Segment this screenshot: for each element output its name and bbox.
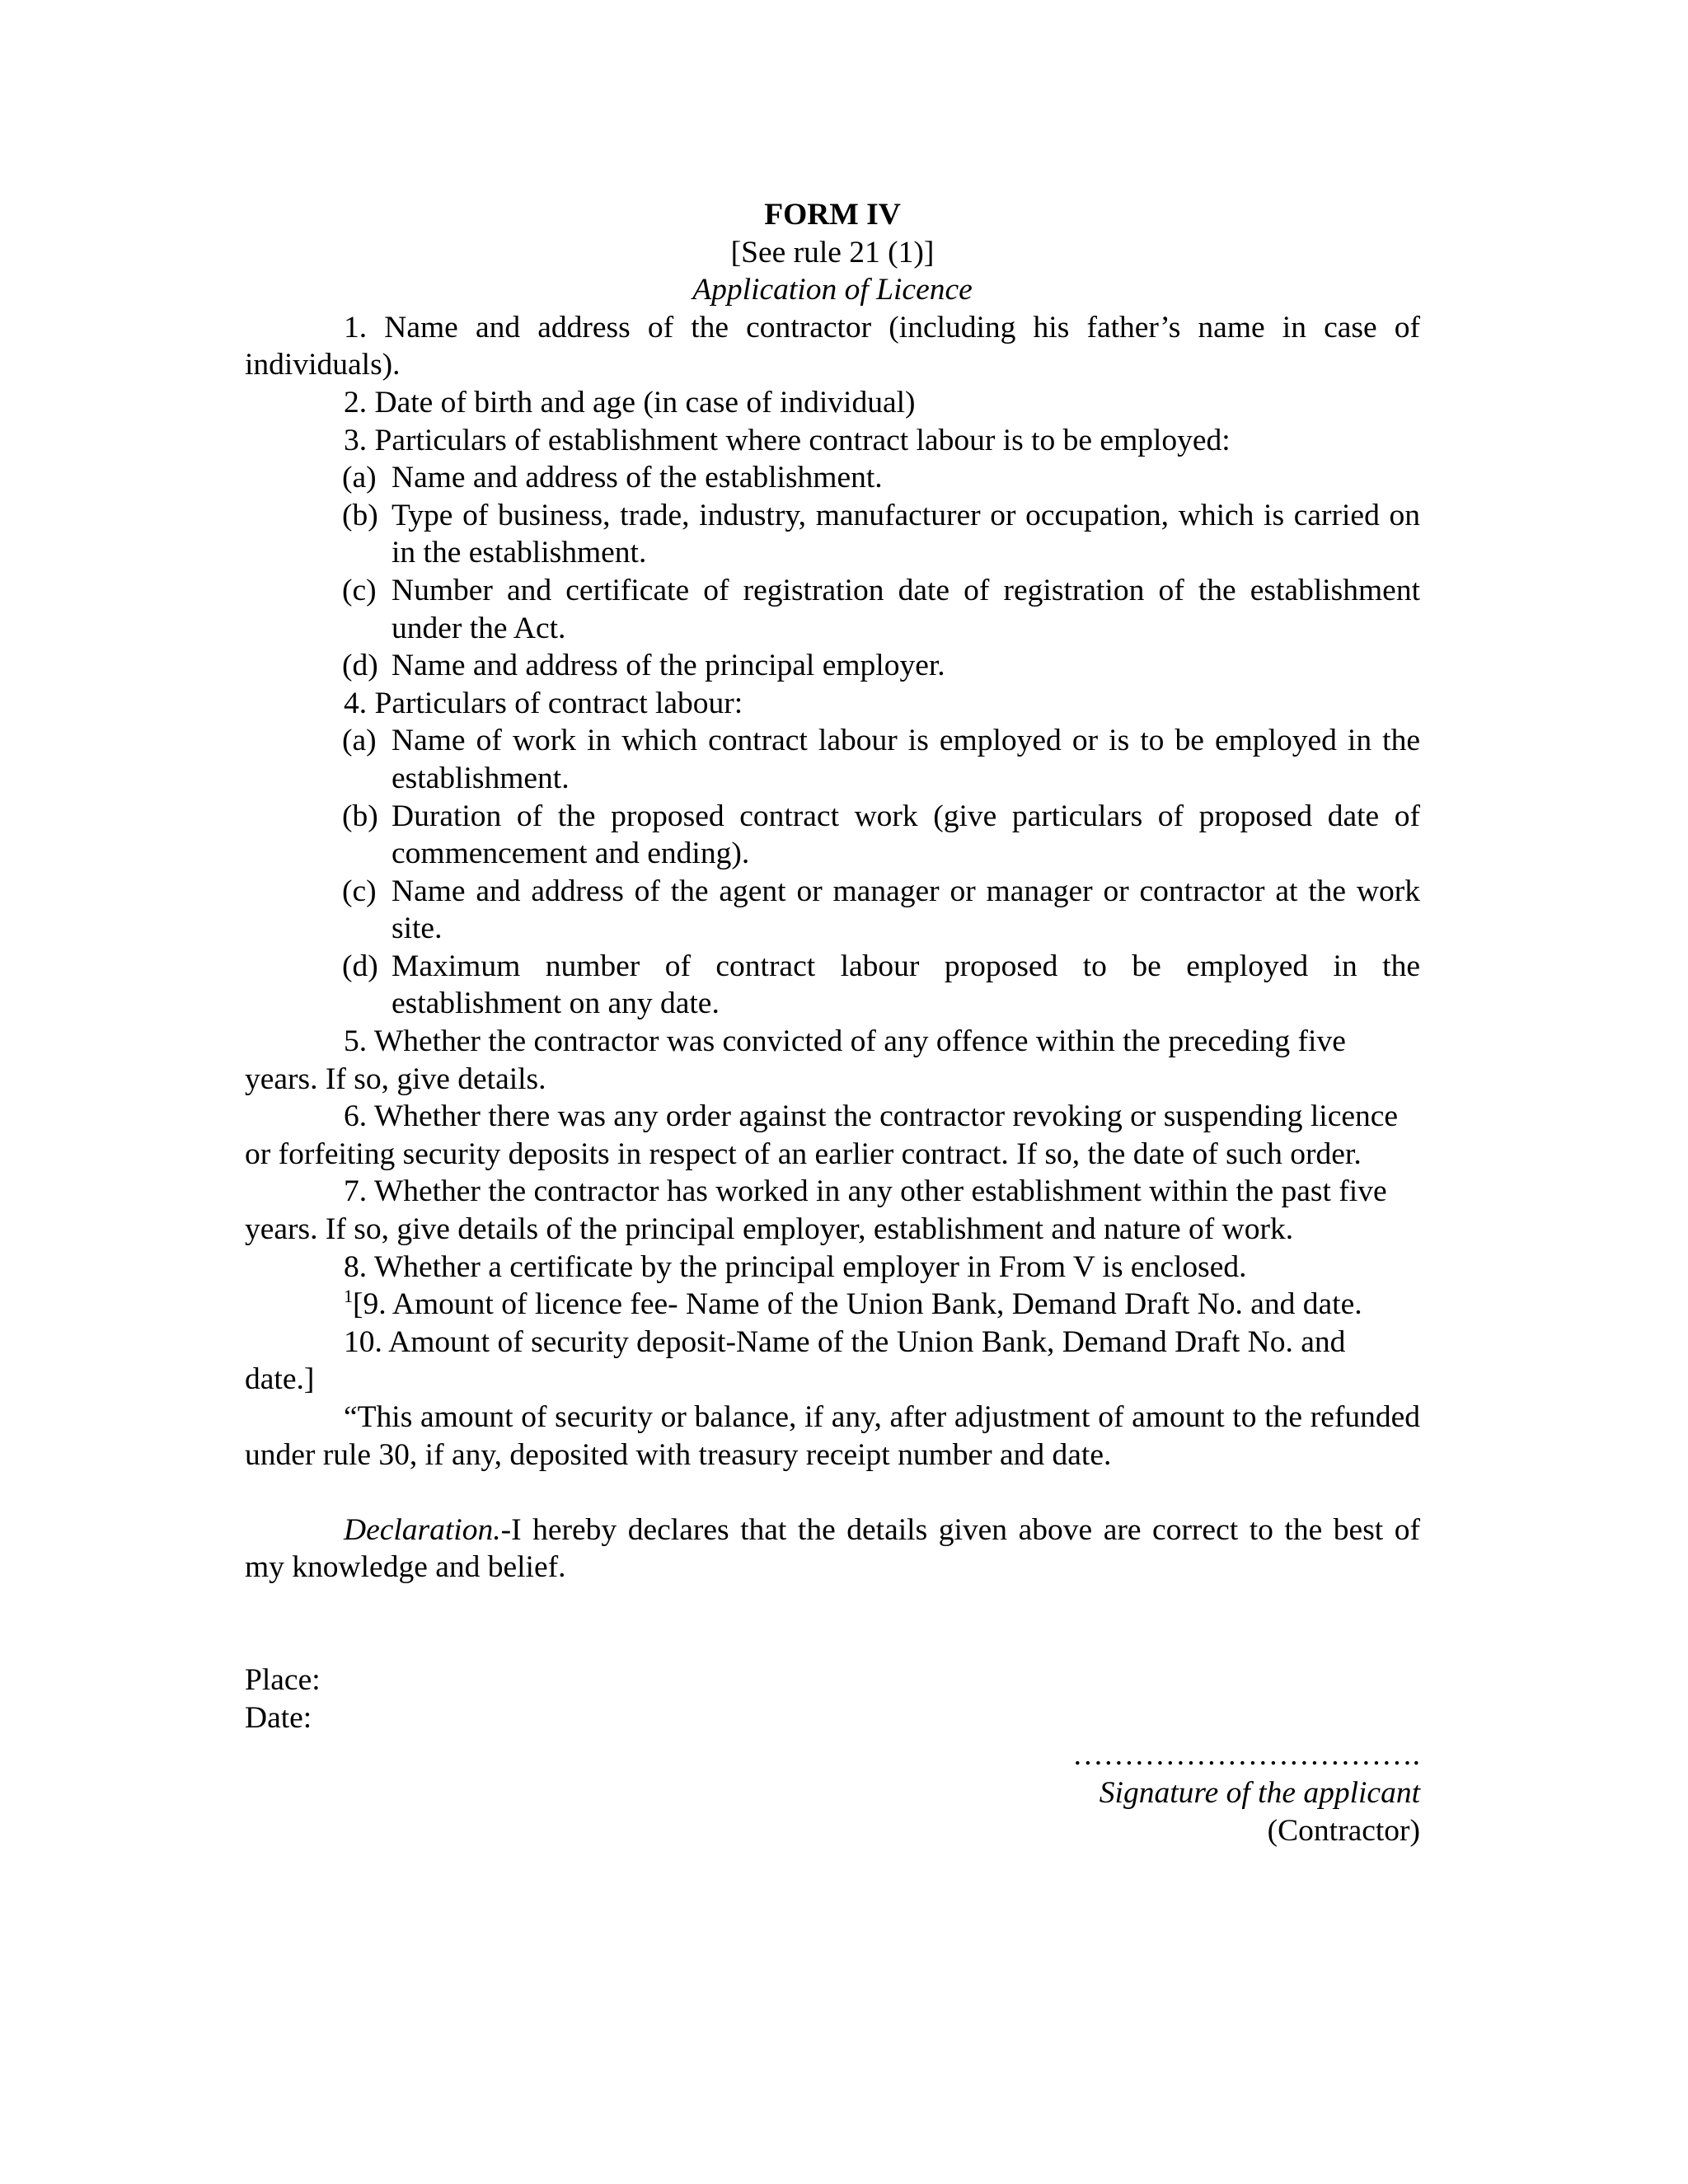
item-6: 6. Whether there was any order against the contractor revoking or suspending licence or forfeiting security deposits in respect of an earlier contract. If so, the date of such order. xyxy=(245,1099,1399,1171)
signature-label: Signature of the applicant xyxy=(1099,1775,1420,1810)
item-4a xyxy=(245,722,1420,797)
sub-text: Name of work in which contract labour is employed or is to be employed in the establishment. xyxy=(392,724,1420,795)
sub-label: (c) xyxy=(342,573,377,607)
item-2: 2. Date of birth and age (in case of individual) xyxy=(344,385,916,419)
sub-label: (d) xyxy=(342,949,378,983)
place-label: Place: xyxy=(245,1663,321,1698)
sub-text: Number and certificate of registration date of registration of the establishment under the Act. xyxy=(392,573,1420,645)
sub-text: Maximum number of contract labour proposed to be employed in the establishment on any date. xyxy=(392,949,1420,1021)
rule-reference: [See rule 21 (1)] xyxy=(730,235,935,269)
item-1: 1. Name and address of the contractor (including his father’s name in case of individuals). xyxy=(245,310,1420,382)
sub-text: Name and address of the establishment. xyxy=(392,461,883,495)
signature-role: (Contractor) xyxy=(1267,1813,1420,1848)
form-title: FORM IV xyxy=(764,198,901,232)
item-10: 10. Amount of security deposit-Name of the Union Bank, Demand Draft No. and date.] xyxy=(245,1324,1346,1397)
sub-label: (b) xyxy=(342,498,378,532)
item-4d xyxy=(245,948,1420,1023)
item-8: 8. Whether a certificate by the principal employer in From V is enclosed. xyxy=(344,1249,1247,1284)
sub-label: (a) xyxy=(342,724,377,758)
declaration-text: -I hereby declares that the details given above are correct to the best of my knowledge and belief. xyxy=(245,1512,1420,1585)
signature-line: ……………………………. xyxy=(1072,1738,1420,1773)
declaration-label: Declaration. xyxy=(344,1512,501,1547)
item-3a xyxy=(245,459,1420,497)
item-4c xyxy=(245,873,1420,948)
spacer xyxy=(245,1586,1420,1661)
declaration xyxy=(245,1511,1420,1586)
sub-label: (d) xyxy=(342,649,378,683)
sub-text: Duration of the proposed contract work (give particulars of proposed date of commencement and ending). xyxy=(392,799,1420,871)
sub-label: (a) xyxy=(342,461,377,495)
date-label: Date: xyxy=(245,1700,312,1735)
item-9-text: [9. Amount of licence fee- Name of the Union Bank, Demand Draft No. and date. xyxy=(353,1287,1362,1322)
item-4b xyxy=(245,798,1420,873)
item-5: 5. Whether the contractor was convicted of any offence within the preceding five years. If so, give details. xyxy=(245,1024,1346,1096)
form-subtitle: Application of Licence xyxy=(692,273,973,307)
item-3b xyxy=(245,497,1420,572)
item-3d xyxy=(245,647,1420,685)
sub-label: (c) xyxy=(342,874,377,908)
sub-text: Name and address of the principal employer. xyxy=(392,649,945,683)
item-3: 3. Particulars of establishment where contract labour is to be employed: xyxy=(344,423,1231,457)
sub-text: Name and address of the agent or manager or manager or contractor at the work site. xyxy=(392,874,1420,946)
sub-text: Type of business, trade, industry, manufacturer or occupation, which is carried on in the establishment. xyxy=(392,498,1420,570)
signature-block xyxy=(245,1736,1420,1849)
form-page xyxy=(245,196,1420,1849)
item-4: 4. Particulars of contract labour: xyxy=(344,686,743,720)
item-3c xyxy=(245,572,1420,647)
sub-label: (b) xyxy=(342,799,378,833)
spacer xyxy=(245,1474,1420,1511)
item-9 xyxy=(245,1286,1420,1324)
security-note: “This amount of security or balance, if any, after adjustment of amount to the refunded under rule 30, if any, deposited with treasury receipt number and date. xyxy=(245,1400,1420,1472)
item-7: 7. Whether the contractor has worked in any other establishment within the past five years. If so, give details of the principal employer, establishment and nature of work. xyxy=(245,1174,1387,1247)
footnote-marker: 1 xyxy=(344,1286,353,1307)
